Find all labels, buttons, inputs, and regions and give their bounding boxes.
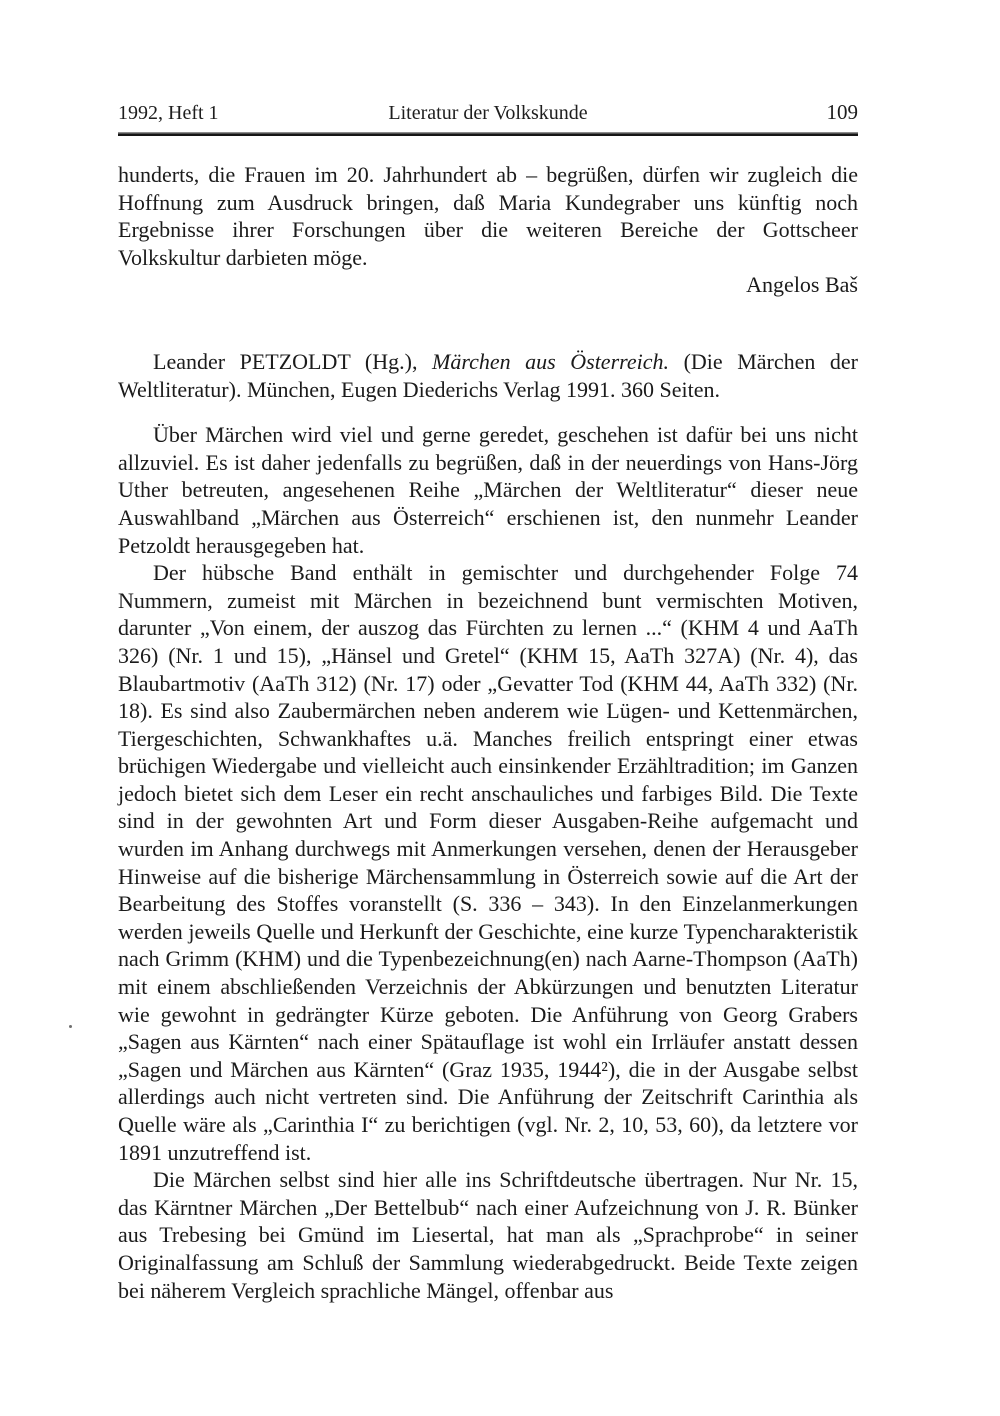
header-issue: 1992, Heft 1 (118, 102, 219, 124)
page-content (118, 100, 858, 1304)
book-reference-publisher: (Die Märchen der Weltliteratur). München, Eugen Diederichs Verlag 1991. 360 Seiten. (118, 348, 858, 402)
scan-artifact-speck (69, 1025, 72, 1028)
header-rule (118, 132, 858, 136)
page-body (118, 161, 858, 1304)
page-header (118, 100, 858, 125)
review-paragraph-2: Der hübsche Band enthält in gemischter und durchgehender Folge 74 Nummern, zumeist mit Märchen in bezeichnend bunt vermischten Motiven, darunter „Von einem, der auszog das Fürchten zu lernen ...“ (KHM 4 und AaTh 326) (Nr. 1 und 15), „Hänsel und Gretel“ (KHM 15, AaTh 327A) (Nr. 4), das Blaubartmotiv (AaTh 312) (Nr. 17) oder „Gevatter Tod (KHM 44, AaTh 332) (Nr. 18). Es sind also Zaubermärchen neben anderem wie Lügen- und Kettenmärchen, Tiergeschichten, Schwankhaftes u.ä. Manches freilich entspringt einer etwas brüchigen Wiedergabe und vielleicht auch einsinkender Erzähltradition; im Ganzen jedoch bietet sich dem Leser ein recht anschauliches und farbiges Bild. Die Texte sind in der gewohnten Art und Form dieser Ausgaben-Reihe aufgemacht und wurden im Anhang durchwegs mit Anmerkungen versehen, denen der Herausgeber Hinweise auf die bisherige Märchensammlung in Österreich sowie auf die Art der Bearbeitung des Stoffes voranstellt (S. 336 – 343). In den Einzelanmerkungen werden jeweils Quelle und Herkunft der Geschichte, eine kurze Typencharakteristik nach Grimm (KHM) und die Typenbezeichnung(en) nach Aarne-Thompson (AaTh) mit einem abschließenden Verzeichnis der Abkürzungen und benutzten Literatur wie gewohnt in gedrängter Kürze geboten. Die Anführung von Georg Grabers „Sagen aus Kärnten“ nach einer Spätauflage ist wohl ein Irrläufer anstatt dessen „Sagen und Märchen aus Kärnten“ (Graz 1935, 1944²), die in der Ausgabe selbst allerdings auch nicht vertreten sind. Die Anführung der Zeitschrift Carinthia als Quelle wäre als „Carinthia I“ zu berichtigen (vgl. Nr. 2, 10, 53, 60), da letztere vor 1891 unzutreffend ist. (118, 560, 858, 1165)
book-reference-author: Leander PETZOLDT (Hg.), (153, 348, 433, 374)
reviewer-signature: Angelos Baš (746, 272, 858, 298)
book-title-italic: Märchen aus Österreich. (432, 348, 670, 374)
review-paragraph-1: Über Märchen wird viel und gerne geredet, geschehen ist dafür bei uns nicht allzuviel. Es ist daher jedenfalls zu begrüßen, daß in der neuerdings von Hans-Jörg Uther betreuten, angesehenen Reihe „Märchen der Weltliteratur“ dieser neue Auswahlband „Märchen aus Österreich“ erschienen ist, den nunmehr Leander Petzoldt herausgegeben hat. (118, 422, 858, 558)
continuation-paragraph: hunderts, die Frauen im 20. Jahrhundert ab – begrüßen, dürfen wir zugleich die Hoffnung zum Ausdruck bringen, daß Maria Kundegraber uns künftig noch Ergebnisse ihrer Forschungen über die weiteren Bereiche der Gottscheer Volkskultur darbieten möge. (118, 162, 858, 270)
review-paragraph-3: Die Märchen selbst sind hier alle ins Schriftdeutsche übertragen. Nur Nr. 15, das Kärntner Märchen „Der Bettelbub“ nach einer Aufzeichnung von J. R. Bünker aus Trebesing bei Gmünd im Liesertal, hat man als „Sprachprobe“ in seiner Originalfassung am Schluß der Sammlung wiederabgedruckt. Beide Texte zeigen bei näherem Vergleich sprachliche Mängel, offenbar aus (118, 1167, 858, 1303)
header-journal-title: Literatur der Volkskunde (388, 102, 588, 124)
book-reference (118, 348, 858, 403)
header-page-number: 109 (826, 100, 858, 124)
